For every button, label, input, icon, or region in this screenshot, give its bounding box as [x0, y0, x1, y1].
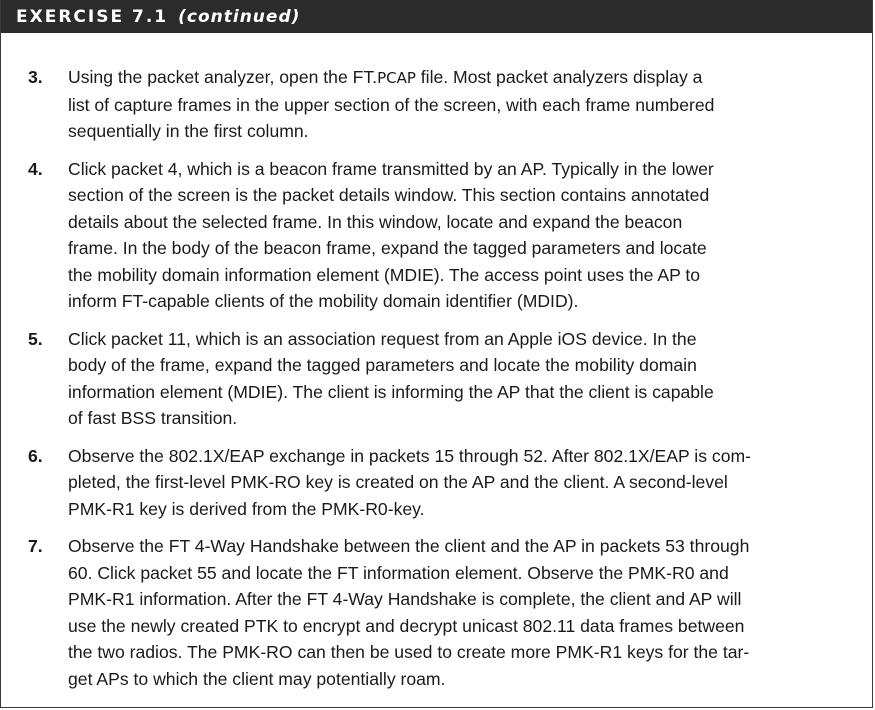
- file-extension: PCAP: [377, 69, 416, 87]
- step-number: 5.: [28, 328, 43, 349]
- step-number: 3.: [28, 67, 43, 87]
- step-7: [0, 533, 875, 692]
- step-line: Observe the FT 4-Way Handshake between the client and the AP in packets 53 through: [68, 536, 750, 556]
- step-5: [0, 326, 875, 432]
- step-line: the mobility domain information element (MDIE). The access point uses the AP to: [68, 264, 701, 285]
- step-text: [68, 326, 845, 432]
- step-line: list of capture frames in the upper section of the screen, with each frame numbered: [68, 94, 715, 115]
- step-text: [68, 156, 845, 315]
- step-line: Using the packet analyzer, open the FT.PCAP file. Most packet analyzers display a: [68, 67, 703, 87]
- exercise-header: [1, 0, 872, 33]
- step-line: body of the frame, expand the tagged parameters and locate the mobility domain: [68, 355, 697, 375]
- step-text: [68, 443, 845, 523]
- step-line: information element (MDIE). The client is informing the AP that the client is capable: [68, 381, 714, 402]
- exercise-title: EXERCISE 7.1: [16, 6, 169, 27]
- exercise-steps-list: [0, 64, 875, 703]
- step-line: the two radios. The PMK-RO can then be used to create more PMK-R1 keys for the tar-: [68, 642, 750, 662]
- step-3: [0, 64, 875, 145]
- step-number: 4.: [28, 158, 43, 179]
- step-line: inform FT-capable clients of the mobility domain identifier (MDID).: [68, 291, 579, 311]
- step-line: 60. Click packet 55 and locate the FT information element. Observe the PMK-R0 and: [68, 562, 729, 583]
- step-line: details about the selected frame. In this window, locate and expand the beacon: [68, 211, 683, 232]
- exercise-continued-label: (continued): [178, 6, 301, 27]
- step-line: sequentially in the first column.: [68, 121, 309, 141]
- step-line: get APs to which the client may potentially roam.: [68, 668, 446, 689]
- step-line: Click packet 11, which is an association request from an Apple iOS device. In the: [68, 328, 697, 349]
- step-text: [68, 64, 845, 145]
- step-line: use the newly created PTK to encrypt and decrypt unicast 802.11 data frames between: [68, 615, 745, 636]
- step-line: Click packet 4, which is a beacon frame transmitted by an AP. Typically in the lower: [68, 158, 714, 179]
- step-line: PMK-R1 information. After the FT 4-Way Handshake is complete, the client and AP will: [68, 589, 742, 609]
- step-4: [0, 156, 875, 315]
- step-text: [68, 533, 845, 692]
- step-line: pleted, the first-level PMK-RO key is created on the AP and the client. A second-level: [68, 472, 728, 492]
- step-line: PMK-R1 key is derived from the PMK-R0-key.: [68, 498, 425, 519]
- step-number: 6.: [28, 445, 43, 466]
- step-line: Observe the 802.1X/EAP exchange in packets 15 through 52. After 802.1X/EAP is com-: [68, 445, 751, 466]
- step-line: of fast BSS transition.: [68, 408, 238, 428]
- step-line: frame. In the body of the beacon frame, expand the tagged parameters and locate: [68, 238, 707, 258]
- step-number: 7.: [28, 536, 43, 556]
- step-line: section of the screen is the packet details window. This section contains annotated: [68, 185, 710, 205]
- step-6: [0, 443, 875, 523]
